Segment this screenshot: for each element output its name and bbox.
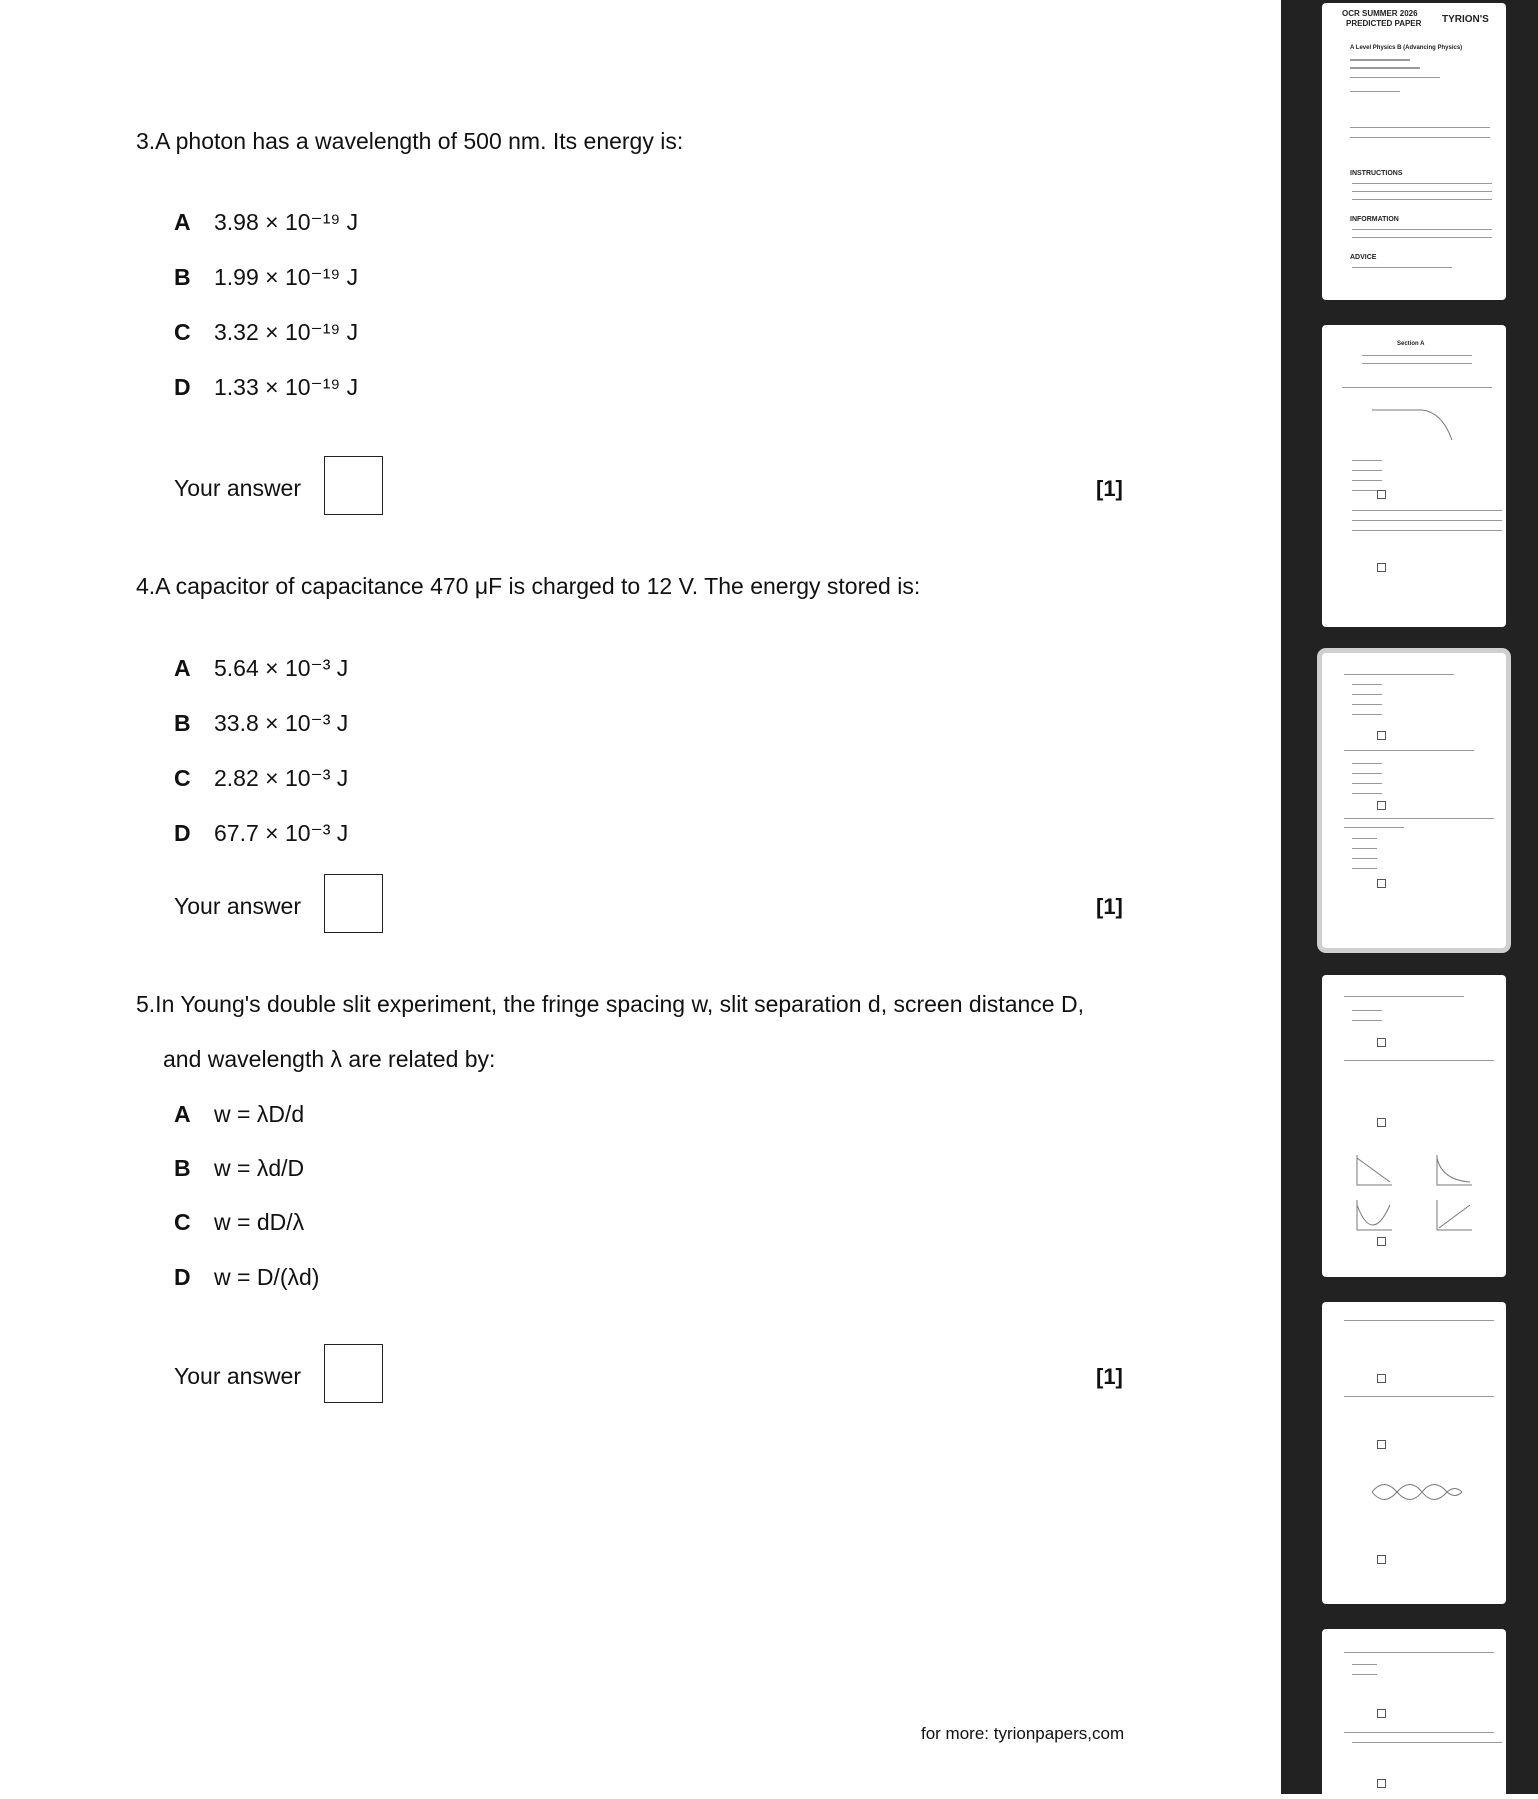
thumbnail-page-2[interactable] [1322, 325, 1506, 627]
question-3-option-b[interactable]: B 1.99 × 10⁻¹⁹ J [174, 264, 359, 290]
question-3-answer-box[interactable] [324, 456, 383, 515]
thumbnail-page-4[interactable] [1322, 975, 1506, 1277]
question-5-stem-continued: and wavelength λ are related by: [163, 1046, 496, 1072]
question-3-marks: [1] [1096, 476, 1123, 501]
thumb-projectile-diagram [1362, 400, 1482, 450]
question-4-marks: [1] [1096, 894, 1123, 919]
thumb-graphs-diagram [1352, 1150, 1492, 1240]
question-5-option-c[interactable]: C w = dD/λ [174, 1209, 305, 1235]
question-4-answer-box[interactable] [324, 874, 383, 933]
question-3-option-a[interactable]: A 3.98 × 10⁻¹⁹ J [174, 209, 359, 235]
question-5-option-b[interactable]: B w = λd/D [174, 1155, 305, 1181]
question-5-stem: 5.In Young's double slit experiment, the fringe spacing w, slit separation d, screen distance D, [136, 991, 1084, 1017]
question-5-marks: [1] [1096, 1364, 1123, 1389]
thumb-cover-heading: A Level Physics B (Advancing Physics) [1350, 45, 1463, 51]
thumbnail-page-6[interactable] [1322, 1629, 1506, 1799]
question-4-option-d[interactable]: D 67.7 × 10⁻³ J [174, 820, 349, 846]
question-4-option-c[interactable]: C 2.82 × 10⁻³ J [174, 765, 349, 791]
question-3-option-d[interactable]: D 1.33 × 10⁻¹⁹ J [174, 374, 359, 400]
thumbnail-page-5[interactable] [1322, 1302, 1506, 1604]
question-4-stem: 4.A capacitor of capacitance 470 μF is charged to 12 V. The energy stored is: [136, 573, 921, 599]
thumb-section-instructions: INSTRUCTIONS [1350, 170, 1403, 177]
question-3-option-c[interactable]: C 3.32 × 10⁻¹⁹ J [174, 319, 359, 345]
question-4-option-b[interactable]: B 33.8 × 10⁻³ J [174, 710, 349, 736]
question-5-option-a[interactable]: A w = λD/d [174, 1101, 305, 1127]
question-4-option-a[interactable]: A 5.64 × 10⁻³ J [174, 655, 349, 681]
page-footer: for more: tyrionpapers,com [921, 1724, 1125, 1743]
thumb-cover-subtitle: PREDICTED PAPER [1346, 19, 1422, 28]
question-5-answer-label: Your answer [174, 1363, 302, 1389]
thumbnail-page-3-current[interactable] [1322, 653, 1506, 948]
question-3-answer-label: Your answer [174, 475, 302, 501]
thumb-section-advice: ADVICE [1350, 254, 1377, 261]
thumb-section-information: INFORMATION [1350, 216, 1399, 223]
thumb-brand: TYRION'S [1442, 14, 1489, 25]
question-5-option-d[interactable]: D w = D/(λd) [174, 1264, 320, 1290]
thumbnail-page-1[interactable] [1322, 3, 1506, 300]
question-5-answer-box[interactable] [324, 1344, 383, 1403]
question-3-stem: 3.A photon has a wavelength of 500 nm. Its energy is: [136, 128, 684, 154]
thumb-standing-wave-diagram [1367, 1477, 1467, 1507]
question-4-answer-label: Your answer [174, 893, 302, 919]
thumb-cover-title: OCR SUMMER 2026 [1342, 9, 1418, 18]
thumb-page2-title: Section A [1397, 341, 1425, 347]
